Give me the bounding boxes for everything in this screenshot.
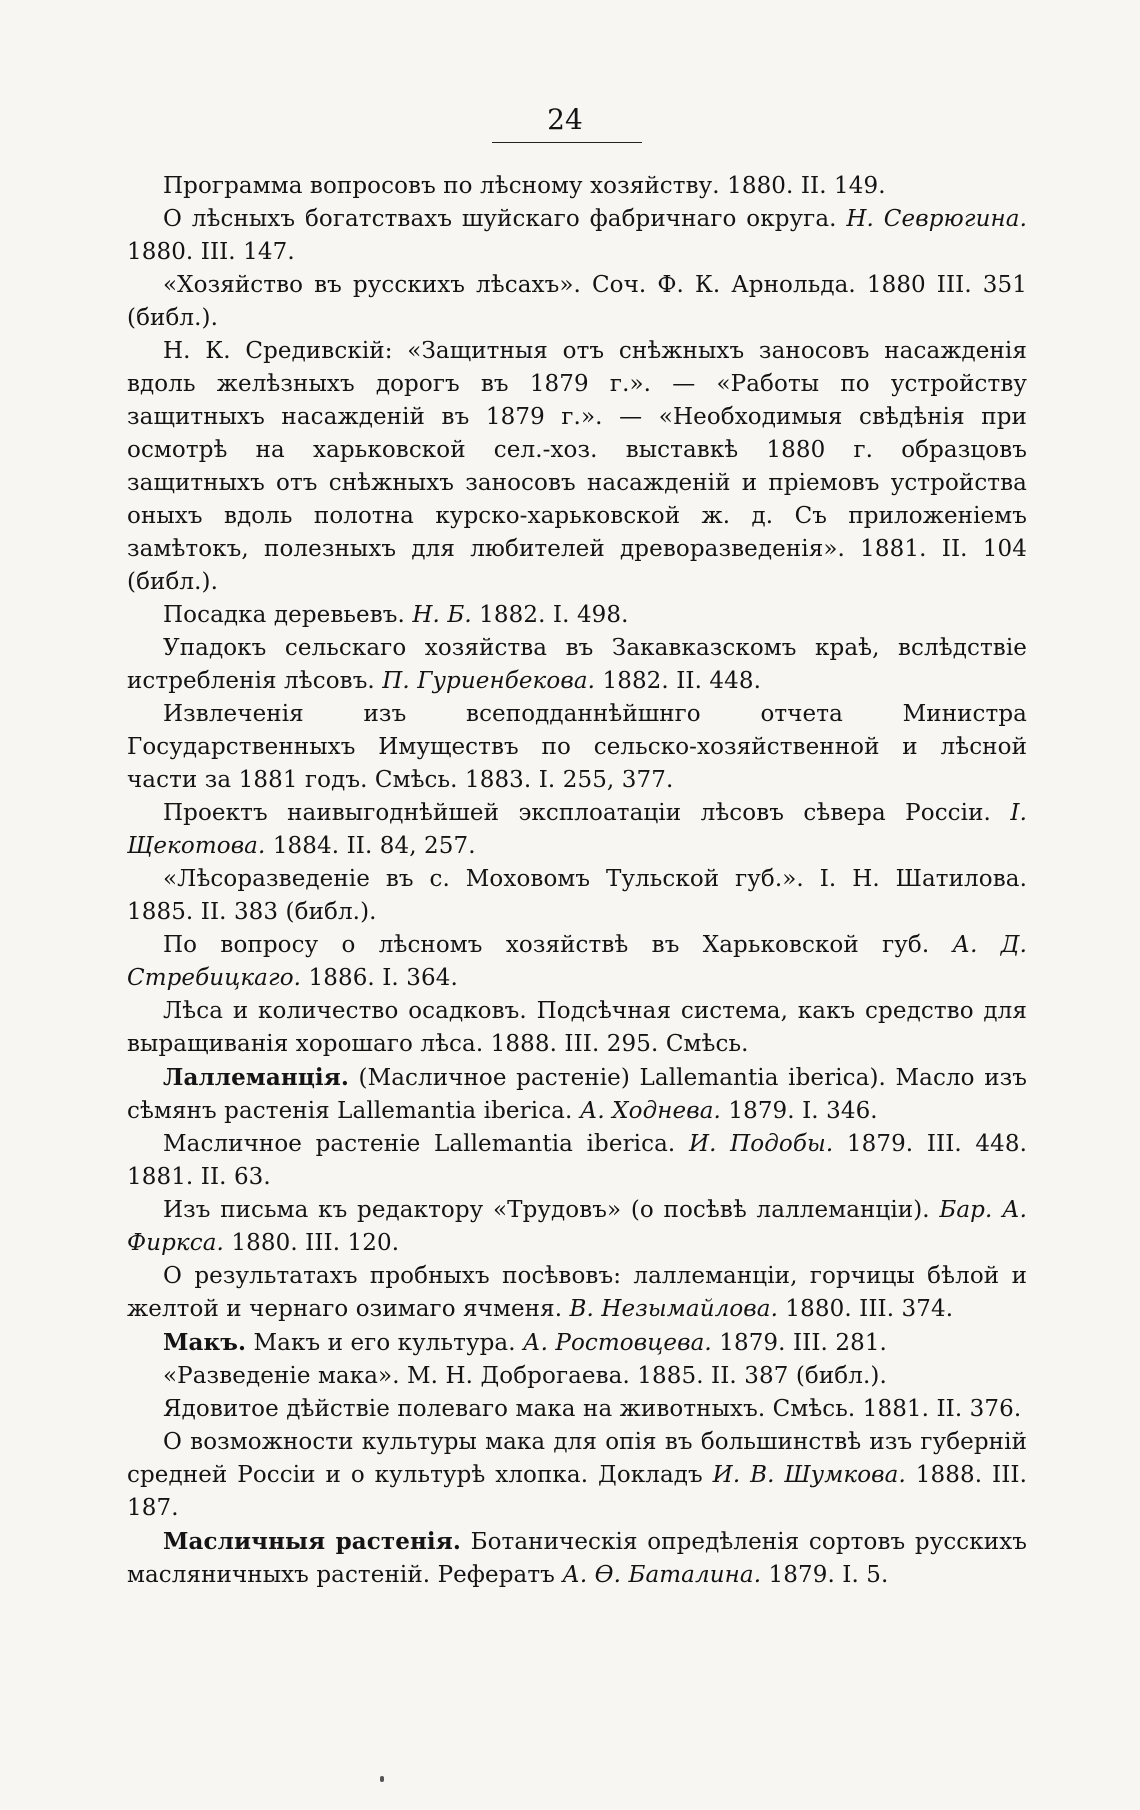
author: И. В. Шумкова. <box>712 1462 906 1488</box>
bibliography-list <box>127 170 1027 1592</box>
entry: Посадка деревьевъ. Н. Б. 1882. I. 498. <box>163 602 629 628</box>
author: Н. Б. <box>412 602 472 628</box>
print-speck <box>380 1776 384 1782</box>
entry: Лѣса и количество осадковъ. Подсѣчная система, какъ средство для выращиванія хорошаго лѣса. 1888. III. 295. Смѣсь. <box>127 998 1027 1057</box>
author: И. Подобы. <box>688 1131 834 1157</box>
entry: Проектъ наивыгоднѣйшей эксплоатаціи лѣсовъ сѣвера Россіи. І. Щекотова. 1884. II. 84, 257. <box>127 800 1027 859</box>
author: А. Д. Стребицкаго. <box>127 932 1027 991</box>
entry: Ядовитое дѣйствіе полеваго мака на животныхъ. Смѣсь. 1881. II. 376. <box>163 1396 1022 1422</box>
header-rule <box>492 142 642 143</box>
author: П. Гуриенбекова. <box>382 668 596 694</box>
author: А. Ѳ. Баталина. <box>562 1562 762 1588</box>
entry: О лѣсныхъ богатствахъ шуйскаго фабричнаго округа. Н. Севрюгина. 1880. III. 147. <box>127 206 1027 265</box>
entry: Н. К. Средивскій: «Защитныя отъ снѣжныхъ заносовъ насажденія вдоль желѣзныхъ дорогъ въ 1879 г.». — «Работы по устройству защитныхъ насажденій въ 1879 г.». — «Необходимыя свѣдѣнія при осмотрѣ на харьковской сел.-хоз. выставкѣ 1880 г. образцовъ защитныхъ отъ снѣжныхъ заносовъ насажденій и пріемовъ устройства оныхъ вдоль полотна курско-харьковской ж. д. Съ приложеніемъ замѣтокъ, полезныхъ для любителей древоразведенія». 1881. II. 104 (библ.). <box>127 338 1027 595</box>
entry: Изъ письма къ редактору «Трудовъ» (о посѣвѣ лаллеманціи). Бар. А. Фиркса. 1880. III. 120. <box>127 1197 1027 1256</box>
entry: Программа вопросовъ по лѣсному хозяйству. 1880. II. 149. <box>163 173 886 199</box>
entry: По вопросу о лѣсномъ хозяйствѣ въ Харьковской губ. А. Д. Стребицкаго. 1886. I. 364. <box>127 932 1027 991</box>
entry: О возможности культуры мака для опія въ большинствѣ изъ губерній средней Россіи и о культурѣ хлопка. Докладъ И. В. Шумкова. 1888. III. 187. <box>127 1429 1027 1521</box>
entry: Лаллеманція. (Масличное растеніе) Lallemantia iberica). Масло изъ сѣмянъ растенія Lallemantia iberica. А. Ходнева. 1879. I. 346. <box>127 1064 1027 1124</box>
author: Н. Севрюгина. <box>846 206 1027 232</box>
entry: «Хозяйство въ русскихъ лѣсахъ». Соч. Ф. К. Арнольда. 1880 III. 351 (библ.). <box>127 272 1027 331</box>
entry: Масличное растеніе Lallemantia iberica. И. Подобы. 1879. III. 448. 1881. II. 63. <box>127 1131 1028 1190</box>
entry: Упадокъ сельскаго хозяйства въ Закавказскомъ краѣ, вслѣдствіе истребленія лѣсовъ. П. Гуриенбекова. 1882. II. 448. <box>127 635 1027 694</box>
entry: Извлеченія изъ всеподданнѣйшнго отчета Министра Государственныхъ Имуществъ по сельско-хозяйственной и лѣсной части за 1881 годъ. Смѣсь. 1883. I. 255, 377. <box>127 701 1027 793</box>
section-heading: Масличныя растенія. <box>163 1528 461 1555</box>
entry: Макъ. Макъ и его культура. А. Ростовцева. 1879. III. 281. <box>163 1329 887 1356</box>
entry: О результатахъ пробныхъ посѣвовъ: лаллеманціи, горчицы бѣлой и желтой и чернаго озимаго ячменя. В. Незымайлова. 1880. III. 374. <box>127 1263 1027 1322</box>
author: В. Незымайлова. <box>569 1296 779 1322</box>
entry: Масличныя растенія. Ботаническія опредѣленія сортовъ русскихъ масляничныхъ растеній. Рефератъ А. Ѳ. Баталина. 1879. I. 5. <box>127 1528 1027 1588</box>
author: І. Щекотова. <box>127 800 1027 859</box>
author: Бар. А. Фиркса. <box>127 1197 1027 1256</box>
section-heading: Макъ. <box>163 1329 247 1356</box>
entry: «Разведеніе мака». М. Н. Доброгаева. 1885. II. 387 (библ.). <box>163 1363 887 1389</box>
author: А. Ростовцева. <box>523 1330 712 1356</box>
author: А. Ходнева. <box>579 1098 721 1124</box>
page-number: 24 <box>547 103 583 136</box>
section-heading: Лаллеманція. <box>163 1064 349 1091</box>
entry: «Лѣсоразведеніе въ с. Моховомъ Тульской губ.». І. Н. Шатилова. 1885. II. 383 (библ.). <box>127 866 1027 925</box>
